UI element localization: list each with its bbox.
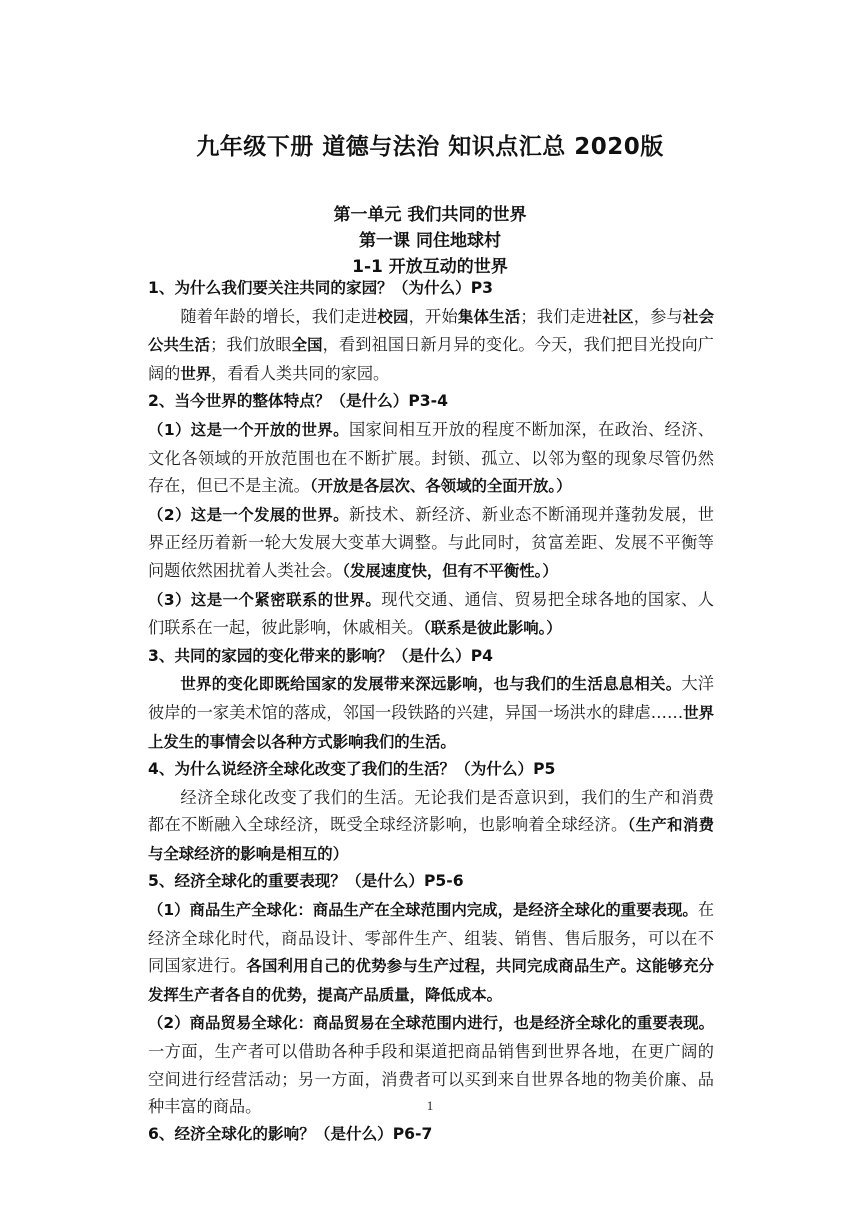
question-5-title: 5、经济全球化的重要表现？（是什么）P5-6 [148,872,464,891]
q5-point-text: 在经济全球化时代，商品设计、零部件生产、组装、销售、售后服务，可以在不同国家进行。 [148,900,714,976]
q2-point-heading: （2）这是一个发展的世界。 [148,505,349,524]
question-1-title: 1、为什么我们要关注共同的家园？（为什么）P3 [148,279,494,297]
q5-point-text: 一方面，生产者可以借助各种手段和渠道把商品销售到世界各地，在更广阔的空间进行经营活动；另一方面，消费者可以买到来自世界各地的物美价廉、品种丰富的商品。 [148,1042,714,1117]
q5-point-heading: （2）商品贸易全球化：商品贸易在全球范围内进行，也是经济全球化的重要表现。 [148,1014,714,1033]
unit-title: 第一单元 我们共同的世界 [333,205,527,225]
question-2-point-1 [148,416,714,501]
q5-point-summary: 各国利用自己的优势参与生产过程，共同完成商品生产。这能够充分发挥生产者各自的优势，提高产品质量，降低成本。 [148,957,714,1004]
q1-bold: 社区 [602,307,634,326]
question-3-title: 3、共同的家园的变化带来的影响？（是什么）P4 [148,646,494,665]
page-number: 1 [426,1098,434,1113]
question-4-title: 4、为什么说经济全球化改变了我们的生活？（为什么）P5 [148,760,556,779]
q2-point-heading: （1）这是一个开放的世界。 [148,420,349,439]
q1-text: ，看到祖国日新月异的变化。今天，我们把目光投向广阔的 [148,335,714,383]
q1-bold: 全国 [291,336,323,355]
q2-point-summary: （开放是各层次、各领域的全面开放。） [309,477,572,496]
q1-text: 随着年龄的增长，我们走进 [180,306,378,326]
question-3-answer [148,670,714,756]
question-4-answer [148,784,714,869]
q2-point-heading: （3）这是一个紧密联系的世界。 [148,590,382,609]
question-2-title: 2、当今世界的整体特点？（是什么）P3-4 [148,392,448,411]
q2-point-summary: （联系是彼此影响。） [423,619,562,638]
question-1-answer [148,303,714,389]
q3-bold: 世界上发生的事情会以各种方式影响我们的生活。 [148,703,714,751]
q2-point-summary: （发展速度快，但有不平衡性。） [342,561,558,580]
q1-text: ；我们走进 [520,306,603,326]
q1-text: ，看看人类共同的家园。 [211,363,390,383]
question-6-title: 6、经济全球化的影响？（是什么）P6-7 [148,1124,433,1143]
q1-bold: 校园 [377,307,409,326]
question-2-point-3 [148,586,714,643]
q5-point-heading: （1）商品生产全球化：商品生产在全球范围内完成，是经济全球化的重要表现。 [148,901,698,920]
q1-bold: 社会公共生活 [148,307,714,355]
q4-bold: （生产和消费与全球经济的影响是相互的） [148,816,714,863]
document-body [148,275,714,1148]
q2-point-text: 现代交通、通信、贸易把全球各地的国家、人们联系在一起，彼此影响，休戚相关。 [148,589,714,638]
q1-bold: 集体生活 [457,307,521,326]
q4-text: 经济全球化改变了我们的生活。无论我们是否意识到，我们的生产和消费都在不断融入全球经济，既受全球经济影响，也影响着全球经济。 [148,787,714,835]
q3-bold: 世界的变化即既给国家的发展带来深远影响，也与我们的生活息息相关。 [180,675,682,694]
q1-bold: 世界 [180,364,212,383]
document-title: 九年级下册 道德与法治 知识点汇总 2020版 [196,134,664,160]
q1-text: ；我们放眼 [210,335,292,355]
q2-point-text: 新技术、新经济、新业态不断涌现并蓬勃发展，世界正经历着新一轮大发展大变革大调整。与此同时，贫富差距、发展不平衡等问题依然困扰着人类社会。 [148,504,714,580]
q1-text: ，开始 [408,306,458,326]
q1-text: ，参与 [633,306,683,326]
q3-text: 大洋彼岸的一家美术馆的落成，邻国一段铁路的兴建，异国一场洪水的肆虐…… [148,674,714,722]
q2-point-text: 国家间相互开放的程度不断加深，在政治、经济、文化各领域的开放范围也在不断扩展。封锁、孤立、以邻为壑的现象尽管仍然存在，但已不是主流。 [148,419,714,496]
section-title: 1-1 开放互动的世界 [352,257,508,277]
question-2-point-2 [148,501,714,586]
question-5-point-1 [148,896,714,1009]
lesson-title: 第一课 同住地球村 [359,231,501,251]
